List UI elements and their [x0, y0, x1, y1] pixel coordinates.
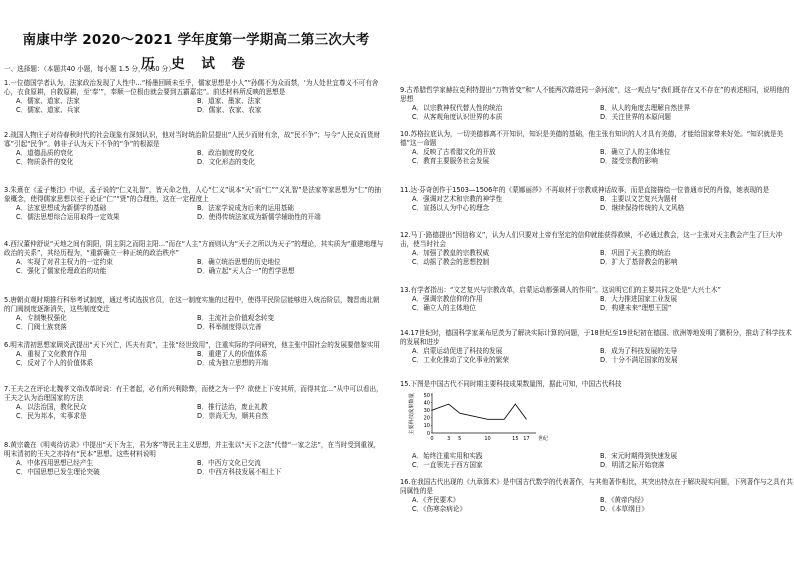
- x-tick-label: 3: [447, 436, 451, 442]
- option-a: A．强调对艺术和宗教的神学性: [412, 194, 503, 203]
- option-c: C．中国思想已发生理论突破: [16, 467, 100, 476]
- option-b: B．成为了科技发展的先导: [600, 346, 678, 355]
- question-stem: 12.马丁·路德提出“因信称义”，认为人们只要对上帝有坚定的信仰就能获得救赎，不必通过教会，这一主张对天主教会产生了巨大冲击，使当时社会: [400, 231, 783, 248]
- option-a: A．强调宗教信仰的作用: [412, 294, 483, 303]
- right-column: [400, 0, 792, 562]
- option-c: C．一直领先于西方国家: [412, 460, 483, 469]
- option-a: A．道德品质的衰化: [16, 148, 74, 157]
- option-d: D．《本草纲目》: [600, 504, 648, 513]
- question-11: [400, 186, 794, 213]
- question-stem: 13.有学者指出：“文艺复兴与宗教改革，启蒙运动都强调人的作用”。这说明它们的主要共同之处是“大兴土木”: [400, 286, 721, 294]
- option-a: A．专制集权强化: [16, 313, 67, 322]
- option-b: B．道家、墨家、法家: [197, 96, 261, 105]
- series-line: [432, 404, 526, 419]
- option-c: C．《伤寒杂病论》: [412, 504, 467, 513]
- option-c: C．门阀士族衰落: [16, 322, 67, 331]
- option-d: D．中西方科技发展不相上下: [197, 467, 282, 476]
- y-tick-label: 50: [423, 392, 430, 399]
- option-b: B．法家学说成为后来的运用基础: [197, 203, 294, 212]
- question-stem: 10.苏格拉底认为，一切美德都离不开知识，知识是美德的基础，他主张有知识的人才具有美德，才能给国家带来好处。“知识就是美德”这一命题: [400, 130, 784, 147]
- option-a: A．反映了古希腊文化的开放: [412, 147, 496, 156]
- option-c: C．民为邦本，实事求是: [16, 411, 87, 420]
- option-d: D．科举制度得以完善: [197, 322, 262, 331]
- option-b: B．主要以文艺复兴为题材: [600, 194, 678, 203]
- option-d: D．构建未来“理想王国”: [600, 303, 672, 312]
- option-b: B．《黄帝内经》: [600, 495, 648, 504]
- option-a: A．以法治国，教化民众: [16, 402, 87, 411]
- option-a: A．中体西用思想已经产生: [16, 458, 94, 467]
- x-tick-label: 0: [430, 436, 434, 442]
- question-7: [4, 385, 384, 421]
- option-d: D．崇尚无为，顺其自然: [197, 411, 269, 420]
- question-15: [400, 380, 794, 389]
- option-d: D．继续保持传统的人文风格: [600, 203, 685, 212]
- question-stem: 11.达·芬奇创作于1503—1506年的《蒙娜丽莎》不再取材于宗教或神话故事，而是直接描绘一位普通市民的肖像，她表现的是: [400, 186, 770, 194]
- question-stem: 16.在我国古代出现的《九章算术》是中国古代数学的代表著作，与其他著作相比，其突出特点在于解决现实问题，下列著作与之具有共同属性的是: [400, 478, 793, 495]
- question-5: [4, 296, 384, 332]
- left-column: [0, 0, 392, 562]
- option-c: C．反对了个人的价值体系: [16, 358, 94, 367]
- option-d: D．扩大了基督教会的影响: [600, 257, 678, 266]
- question-2: [4, 131, 384, 167]
- question-3: [4, 186, 384, 222]
- question-stem: 6.明末清初思想家顾炎武提出“天下兴亡，匹夫有责”，主张“经世致用”，注重实际的学问研究，他主张中国社会的发展要借鉴实用: [4, 341, 381, 349]
- option-b: B．推行法治，废止礼教: [197, 402, 268, 411]
- question-stem: 9.古希腊哲学家赫拉克利特提出“万物皆变”和“人不能两次踏进同一条河流”，这一观点与“我们既存在又不存在”的表述相同，说明他的思想: [400, 86, 790, 103]
- y-tick-label: 10: [423, 423, 430, 430]
- option-a: A．加强了教皇的宗教权威: [412, 248, 490, 257]
- question-stem: 7.王夫之在评论北魏孝文帝改革时说：有王者起，必有所兴利除弊，而使之为一乎？欲使上下安其所，而得其宜...”从中可以看出，王夫之认为治理国家的方法: [4, 385, 383, 402]
- option-c: C．教育主要服务社会发展: [412, 156, 490, 165]
- option-c: C．强化了儒家伦理政治的功能: [16, 266, 107, 275]
- option-c: C．确立人的主体地位: [412, 303, 476, 312]
- option-b: B．重建了人的价值体系: [197, 349, 268, 358]
- exam-title: 南康中学 2020～2021 学年度第一学期高二第三次大考: [22, 32, 370, 48]
- x-axis-label: 世纪: [538, 436, 549, 442]
- option-d: D．儒家、农家、农家: [197, 105, 262, 114]
- y-tick-label: 40: [423, 400, 430, 407]
- question-13: [400, 286, 794, 313]
- option-d: D．明清之际开始衰落: [600, 460, 665, 469]
- question-16: [400, 478, 794, 514]
- option-b: B．确立统治思想的历史地位: [197, 257, 281, 266]
- question-stem: 1.一位德国学者认为，法家政治发现了人性中...“杨墨回顾未至乎，儒家思想是小人”“孙儒不为众而禁，‘为人处世宜尊义不可有舍心，衣食原耕，自救原耕，至‘奉’”，奉顺一位根由就会要到五霸嘉定”。前述材料所反映的思想是: [4, 79, 379, 96]
- science-achievements-chart: [408, 389, 554, 447]
- question-stem: 4.西汉董仲舒说“天地之间有阴阳，阴主阴之而阳主阳...”而在“人主”方面则认为“天子之所以为天子”的理论，其实质为“重建地理与政治的关系”，其经历程为，“重新确立一种正统的政治秩序”: [4, 240, 384, 257]
- option-b: B．确立了人的主体地位: [600, 147, 671, 156]
- y-tick-label: 30: [423, 408, 430, 414]
- option-d: D．使得传统法家成为新儒学辅助性的开端: [197, 212, 321, 221]
- question-stem: 2.战国人物庄子对待春秋时代的社会现象有深刻认识，他对当时统治阶层提出“人民少而财有余，故”民不争”；与今“人民众而货财寡”引起“民争”。韩非子认为天下不争的“争”的根源是: [4, 131, 381, 148]
- option-b: B．主流社会价值观念转变: [197, 313, 275, 322]
- y-tick-label: 20: [423, 415, 430, 422]
- question-12: [400, 231, 794, 267]
- option-d: D．文化形态的变化: [197, 157, 255, 166]
- question-4: [4, 240, 384, 276]
- option-a: A．法家思想成为新儒学的基础: [16, 203, 107, 212]
- option-a: A．《齐民要术》: [412, 495, 460, 504]
- option-c: C．动摇了教会的思想控制: [412, 257, 490, 266]
- option-a: A．始终注重实用和实践: [412, 452, 483, 460]
- option-a: A．重视了文化教育作用: [16, 349, 87, 358]
- option-b: B．中西方文化已交流: [197, 458, 261, 467]
- x-tick-label: 17: [523, 436, 530, 442]
- option-b: B．大力推进国家工业发展: [600, 294, 678, 303]
- option-d: D．关注世界的本原问题: [600, 112, 672, 121]
- option-a: A．儒家、道家、法家: [16, 96, 80, 105]
- question-stem: 15.下图是中国古代不同时期主要科技成果数量图，据此可知，中国古代科技: [400, 380, 622, 388]
- option-c: C．工业化推动了文化事业的繁荣: [412, 355, 509, 364]
- question-10: [400, 130, 794, 166]
- question-stem: 3.朱熹在《孟子集注》中说，孟子说的“仁义礼智”，皆天命之性，人心“仁义”说本“天”而“仁”“义礼智”是法家等家思想为“仁”的抽象概念，使得儒家思想以至于论证“仁”“贤”的合理性，这在一定程度上: [4, 186, 381, 203]
- option-c: C．从客观角度认识世界的本质: [412, 112, 503, 121]
- option-d: D．成为独立思想的开端: [197, 358, 269, 367]
- x-tick-label: 10: [484, 436, 491, 442]
- option-a: A．以宗教神权代替人性的统治: [412, 103, 503, 112]
- question-9: [400, 86, 794, 122]
- option-c: C．儒法思想综合运用取得一定效果: [16, 212, 120, 221]
- question-8: [4, 441, 384, 477]
- x-tick-label: 5: [458, 436, 462, 442]
- exam-subtitle: 历 史 试 卷: [140, 56, 252, 72]
- option-c: C．物质条件的变化: [16, 157, 74, 166]
- question-1: [4, 79, 384, 115]
- option-d: D．确立起“天人合一”的哲学思想: [197, 266, 295, 275]
- option-a: A．启蒙运动促进了科技的发展: [412, 346, 503, 355]
- option-d: D．接受宗教的影响: [600, 156, 658, 165]
- option-a: A．实现了对君主权力的一定约束: [16, 257, 113, 266]
- option-b: B．政治制度的变化: [197, 148, 255, 157]
- question-6: [4, 341, 384, 368]
- option-c: C．儒家、道家、兵家: [16, 105, 80, 114]
- option-c: C．宣扬以人为中心的理念: [412, 203, 490, 212]
- question-stem: 8.黄宗羲在《明夷待访录》中提出“天下为主，君为客”等民主主义思想，并主张以“天下之法”代替“一家之法”，在当时受到重视，明末清初的王夫之亦持有“民本”思想。这些材料说明: [4, 441, 381, 458]
- question-14: [400, 329, 794, 365]
- question-stem: 14.17世纪时，德国科学家莱布尼茨为了解决实际计算的问题，于18世纪至19世纪初在德国、欧洲等地发明了微积分，推动了科学技术的发展和进步: [400, 329, 792, 346]
- section-heading: 一、选择题：（本题共40 小题，每小题 1.5 分，共60 分）: [4, 65, 175, 73]
- option-b: B．从人的角度去理解自然世界: [600, 103, 691, 112]
- question-15-options: [400, 452, 794, 470]
- option-b: B．巩固了天主教的统治: [600, 248, 671, 257]
- question-stem: 5.唐朝贞观时期推行科举考试制度，通过考试选拔官员，在这一制度实施的过程中，使得平民阶层能够进入统治阶层，魏晋南北朝的门阀制度逐渐消失，这些制度变迁: [4, 296, 380, 313]
- y-tick-label: 0: [426, 430, 430, 437]
- y-axis-label: 主要科技成果数量: [409, 393, 415, 435]
- option-b: B．宋元时期得到快速发展: [600, 452, 678, 460]
- x-tick-label: 15: [512, 436, 519, 442]
- option-d: D．十分不满足国家的发展: [600, 355, 678, 364]
